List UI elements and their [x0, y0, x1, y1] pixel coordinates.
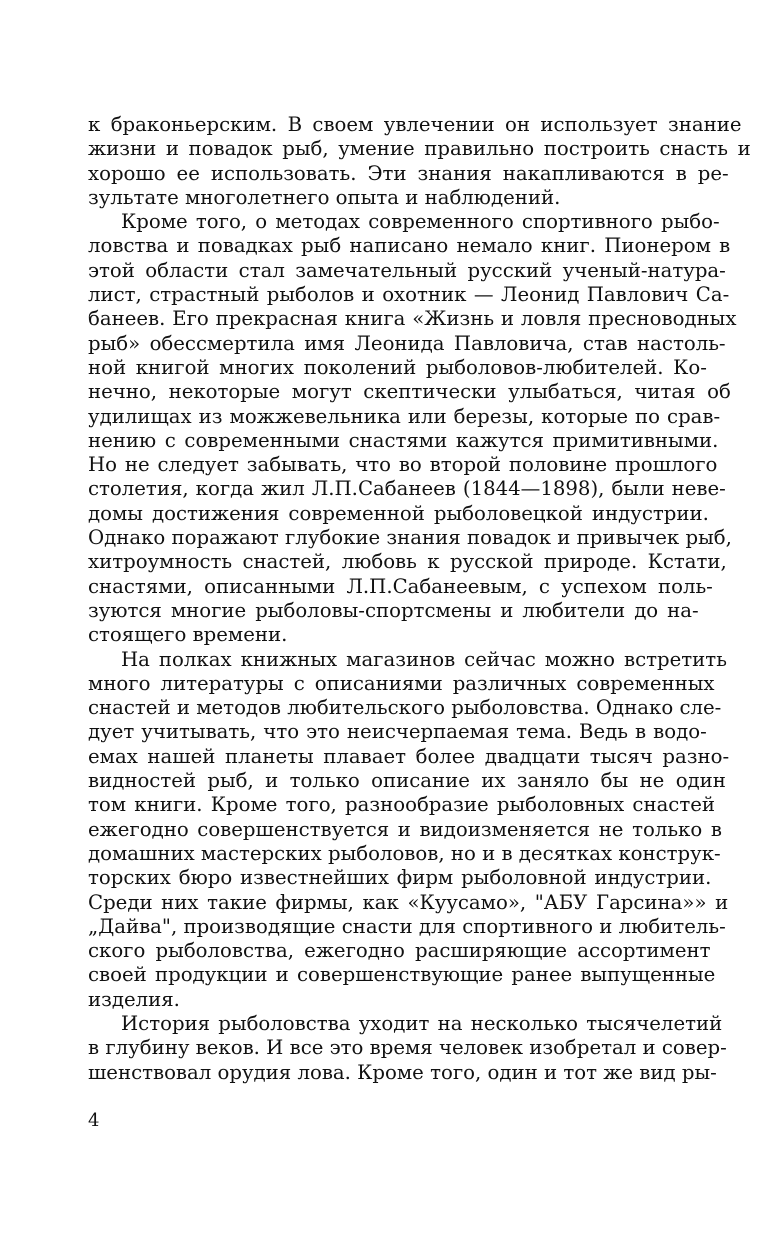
text-line: хорошо ее использовать. Эти знания накапливаются в ре-: [88, 161, 729, 185]
text-line: стоящего времени.: [88, 623, 288, 647]
text-line: много литературы с описаниями различных современных: [88, 671, 715, 695]
text-line: емах нашей планеты плавает более двадцати тысяч разно-: [88, 744, 730, 768]
text-line: Однако поражают глубокие знания повадок и привычек рыб,: [88, 526, 732, 550]
page-number: 4: [88, 1110, 100, 1131]
text-line: своей продукции и совершенствующие ранее выпущенные: [88, 963, 716, 987]
text-line: нечно, некоторые могут скептически улыбаться, читая об: [88, 380, 731, 404]
text-line: ежегодно совершенствуется и видоизменяется не только в: [88, 817, 722, 841]
text-line: жизни и повадок рыб, умение правильно построить снасть и: [88, 137, 751, 161]
text-line: столетия, когда жил Л.П.Сабанеев (1844—1898), были неве-: [88, 477, 726, 501]
text-line: в глубину веков. И все это время человек изобретал и совер-: [88, 1036, 727, 1060]
text-line: ского рыболовства, ежегодно расширяющие ассортимент: [88, 939, 711, 963]
text-line: ной книгой многих поколений рыболовов-любителей. Ко-: [88, 355, 707, 379]
text-line: банеев. Его прекрасная книга «Жизнь и ловля пресноводных: [88, 307, 737, 331]
text-line: снастей и методов любительского рыболовства. Однако сле-: [88, 696, 722, 720]
text-line: удилищах из можжевельника или березы, которые по срав-: [88, 404, 721, 428]
text-line: зультате многолетнего опыта и наблюдений.: [88, 185, 561, 209]
text-line: „Дайва", производящие снасти для спортивного и любитель-: [88, 914, 726, 938]
text-line: снастями, описанными Л.П.Сабанеевым, с успехом поль-: [88, 574, 713, 598]
text-line: Среди них такие фирмы, как «Куусамо», "АБУ Гарсина»» и: [88, 890, 729, 914]
text-line: дует учитывать, что это неисчерпаемая тема. Ведь в водо-: [88, 720, 707, 744]
text-line: видностей рыб, и только описание их заняло бы не один: [88, 769, 726, 793]
text-line: домы достижения современной рыболовецкой индустрии.: [88, 501, 709, 525]
text-line: этой области стал замечательный русский ученый-натура-: [88, 258, 726, 282]
text-line: нению с современными снастями кажутся примитивными.: [88, 428, 719, 452]
text-line: зуются многие рыболовы-спортсмены и любители до на-: [88, 598, 699, 622]
text-line: Кроме того, о методах современного спортивного рыбо-: [121, 210, 720, 234]
text-line: История рыболовства уходит на несколько тысячелетий: [121, 1011, 723, 1035]
text-line: На полках книжных магазинов сейчас можно встретить: [121, 647, 727, 671]
text-line: шенствовал орудия лова. Кроме того, один и тот же вид ры-: [88, 1060, 717, 1084]
text-line: ловства и повадках рыб написано немало книг. Пионером в: [88, 234, 731, 258]
text-line: хитроумность снастей, любовь к русской природе. Кстати,: [88, 550, 727, 574]
text-line: домашних мастерских рыболовов, но и в десятках конструк-: [88, 841, 721, 865]
text-line: к браконьерским. В своем увлечении он использует знание: [88, 113, 742, 136]
text-line: рыб» обессмертила имя Леонида Павловича, став настоль-: [88, 331, 726, 355]
text-line: торских бюро известнейших фирм рыболовной индустрии.: [88, 866, 712, 890]
text-line: Но не следует забывать, что во второй половине прошлого: [88, 453, 718, 477]
text-line: том книги. Кроме того, разнообразие рыболовных снастей: [88, 793, 715, 817]
text-line: лист, страстный рыболов и охотник — Леонид Павлович Са-: [88, 283, 730, 307]
text-line: изделия.: [88, 987, 180, 1011]
body-text: [88, 113, 751, 1085]
